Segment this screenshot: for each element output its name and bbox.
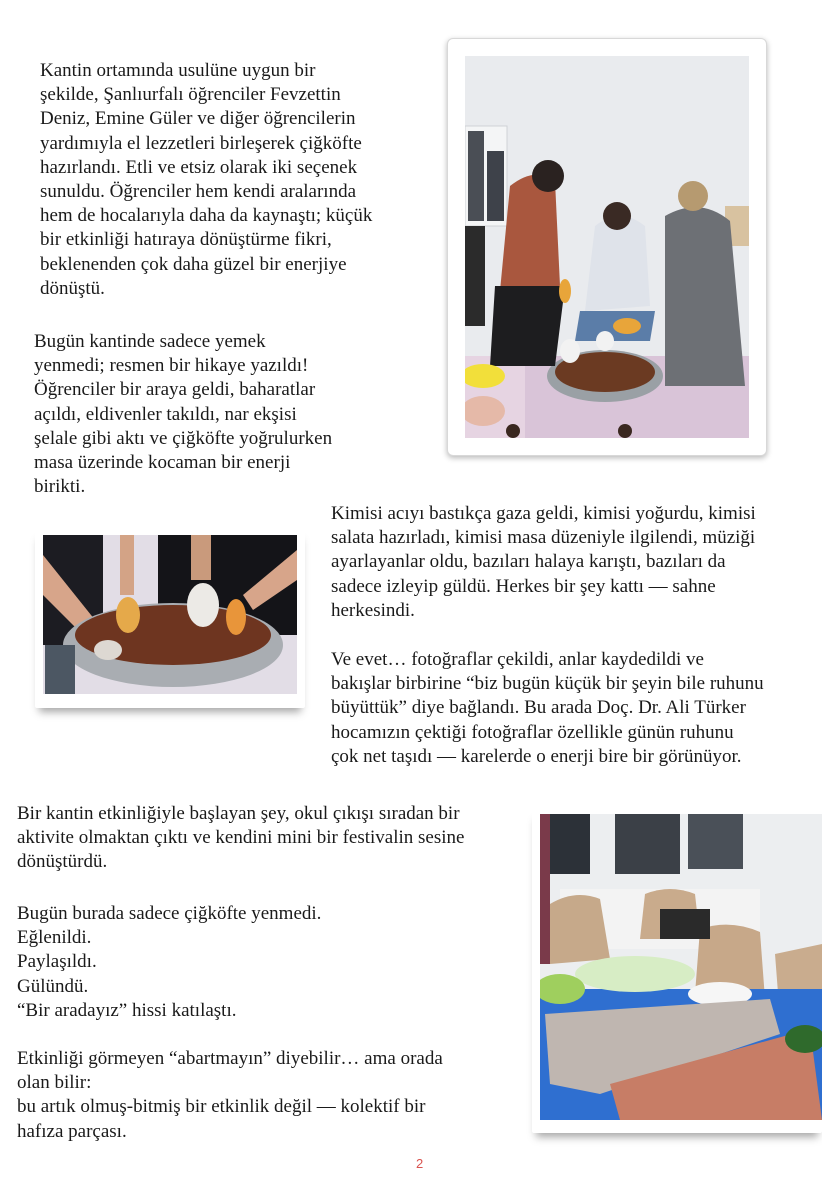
photo-food-table-image [540,814,822,1120]
paragraph-photos: Ve evet… fotoğraflar çekildi, anlar kaydedildi ve bakışlar birbirine “biz bugün küçük bir şeyin bile ruhunu büyüttük” diye bağlandı. Bu arada Doç. Dr. Ali Türker hocamızın çektiği fotoğraflar özellikle günün ruhunu çok net taşıdı — karelerde o enerji bire bir görünüyor. [331,649,764,767]
paragraph-summary: Bugün burada sadece çiğköfte yenmedi. Eğlenildi. Paylaşıldı. Gülündü. “Bir aradayız” hissi katılaştı. [17,903,322,1021]
photo-students-kneading [447,38,767,456]
paragraph-roles: Kimisi acıyı bastıkça gaza geldi, kimisi yoğurdu, kimisi salata hazırladı, kimisi masa düzeniyle ilgilendi, müziği ayarlayanlar oldu, bazıları halaya karıştı, bazıları da sadece izleyip güldü. Herkes bir şey kattı — sahne herkesindi. [331,503,756,621]
paragraph-festival: Bir kantin etkinliğiyle başlayan şey, okul çıkışı sıradan bir aktivite olmaktan çıktı ve kendini mini bir festivalin sesine dönüştürdü. [17,803,465,873]
photo-gloved-hands [35,528,305,708]
photo-food-table [532,808,822,1133]
paragraph-closing: Etkinliği görmeyen “abartmayın” diyebilir… ama orada olan bilir: bu artık olmuş-bitmiş bir etkinlik değil — kolektif bir hafıza parçası. [17,1048,443,1142]
paragraph-intro: Kantin ortamında usulüne uygun bir şekilde, Şanlıurfalı öğrenciler Fevzettin Deniz, Emine Güler ve diğer öğrencilerin yardımıyla el lezzetleri birleşerek çiğköfte hazırlandı. Etli ve etsiz olarak iki seçenek sunuldu. Öğrenciler hem kendi aralarında hem de hocalarıyla daha da kaynaştı; küçük bir etkinliği hatıraya dönüştürme fikri, beklenenden çok daha güzel bir enerjiye dönüştü. [40,60,373,299]
photo-gloved-hands-image [43,535,297,694]
page-number: 2 [416,1156,424,1171]
photo-students-kneading-image [465,56,749,438]
paragraph-story: Bugün kantinde sadece yemek yenmedi; resmen bir hikaye yazıldı! Öğrenciler bir araya geldi, baharatlar açıldı, eldivenler takıldı, nar ekşisi şelale gibi aktı ve çiğköfte yoğrulurken masa üzerinde kocaman bir enerji birikti. [34,331,333,498]
